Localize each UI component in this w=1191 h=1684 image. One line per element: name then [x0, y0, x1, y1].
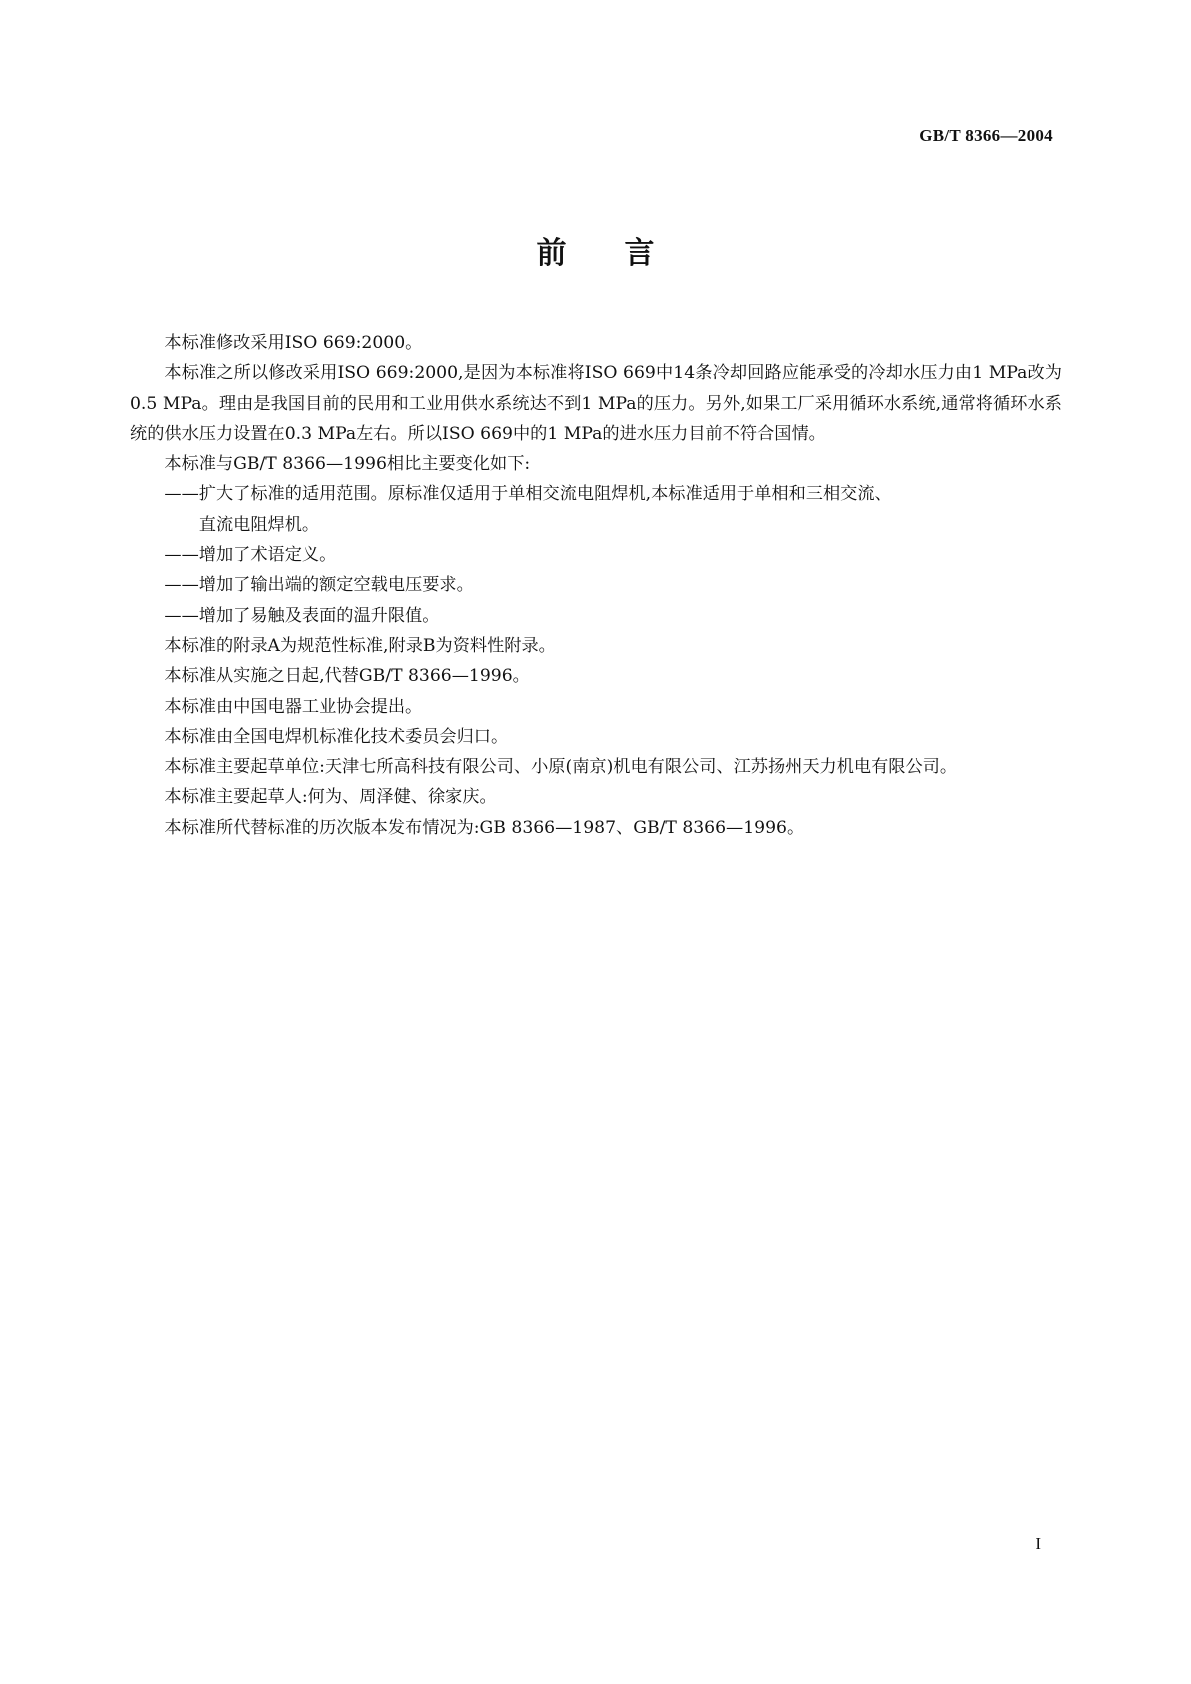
foreword-body: [130, 328, 1062, 843]
change-item-terms: ——增加了术语定义。: [164, 545, 337, 566]
paragraph-changes-intro: 本标准与GB/T 8366—1996相比主要变化如下:: [164, 454, 531, 475]
paragraph-history: 本标准所代替标准的历次版本发布情况为:GB 8366—1987、GB/T 8366—1996。: [164, 817, 805, 838]
standard-code: GB/T 8366—2004: [919, 126, 1053, 145]
paragraph-drafters: 本标准主要起草人:何为、周泽健、徐家庆。: [164, 787, 497, 808]
change-item-scope-line2: 直流电阻焊机。: [198, 514, 320, 535]
change-item-temperature: ——增加了易触及表面的温升限值。: [164, 605, 440, 626]
page-number: I: [1035, 1534, 1041, 1553]
paragraph-annexes: 本标准的附录A为规范性标准,附录B为资料性附录。: [164, 635, 556, 656]
change-item-voltage: ——增加了输出端的额定空载电压要求。: [164, 575, 474, 596]
paragraph-committee: 本标准由全国电焊机标准化技术委员会归口。: [164, 726, 509, 747]
title-char-1: 前: [536, 236, 567, 271]
paragraph-drafting-units: 本标准主要起草单位:天津七所高科技有限公司、小原(南京)机电有限公司、江苏扬州天力机电有限公司。: [164, 757, 958, 778]
title-char-2: 言: [624, 236, 655, 271]
page-title: [0, 228, 1191, 272]
paragraph-reason: 本标准之所以修改采用ISO 669:2000,是因为本标准将ISO 669中14条冷却回路应能承受的冷却水压力由1 MPa改为0.5 MPa。理由是我国目前的民用和工业用供水系统达不到1 MPa的压力。另外,如果工厂采用循环水系统,通常将循环水系统的供水压力设置在0.3 MPa左右。所以ISO 669中的1 MPa的进水压力目前不符合国情。: [130, 363, 1062, 444]
change-item-scope-line1: ——扩大了标准的适用范围。原标准仅适用于单相交流电阻焊机,本标准适用于单相和三相交流、: [164, 484, 892, 505]
change-item-scope: [130, 479, 1062, 540]
paragraph-replaces: 本标准从实施之日起,代替GB/T 8366—1996。: [164, 666, 530, 687]
paragraph-proposer: 本标准由中国电器工业协会提出。: [164, 696, 423, 717]
paragraph-adoption: 本标准修改采用ISO 669:2000。: [164, 333, 423, 353]
